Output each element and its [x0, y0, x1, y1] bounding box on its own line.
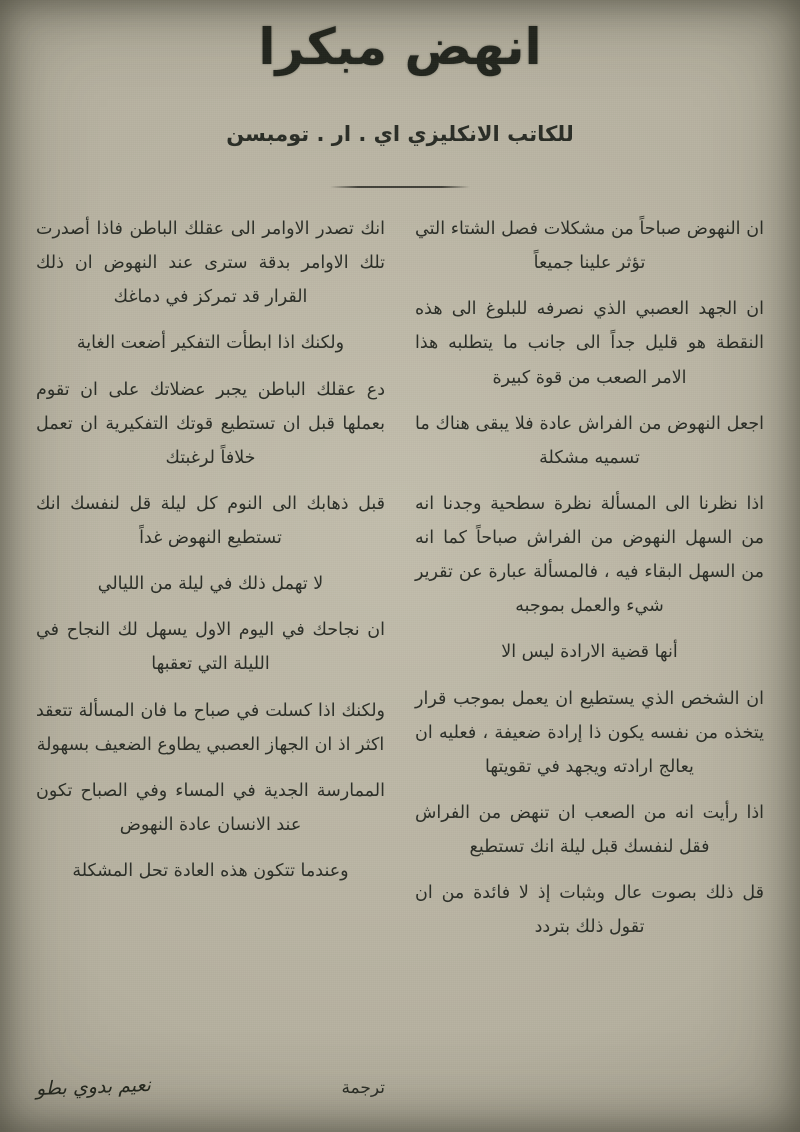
- translator-signature: نعيم بدوي بطو: [35, 1074, 152, 1100]
- translator-credit: [36, 1070, 385, 1098]
- page-title: انهض مبكرا: [258, 18, 542, 76]
- paragraph: انك تصدر الاوامر الى عقلك الباطن فاذا أصدرت تلك الاوامر بدقة سترى عند النهوض ان ذلك القرار قد تمركز في دماغك: [36, 219, 385, 308]
- title-divider: [330, 186, 470, 188]
- paragraph: اذا نظرنا الى المسألة نظرة سطحية وجدنا انه من السهل النهوض من الفراش صباحاً كما انه من السهل البقاء فيه ، فالمسألة عبارة عن تقرير شيء والعمل بموجبه: [415, 493, 764, 617]
- paragraph: ان النهوض صباحاً من مشكلات فصل الشتاء التي تؤثر علينا جميعاً: [415, 219, 764, 274]
- credit-label: ترجمة: [341, 1078, 385, 1098]
- column-left: [36, 212, 385, 1098]
- paragraph: اجعل النهوض من الفراش عادة فلا يبقى هناك ما تسميه مشكلة: [415, 413, 764, 468]
- paragraph: قل ذلك بصوت عال وبثبات إذ لا فائدة من ان تقول ذلك بتردد: [415, 883, 764, 938]
- author-byline: للكاتب الانكليزي اي . ار . تومبسن: [226, 122, 574, 146]
- paragraph: ان الشخص الذي يستطيع ان يعمل بموجب قرار يتخذه من نفسه يكون ذا إرادة ضعيفة ، فعليه ان يعالج ارادته ويجهد في تقويتها: [415, 688, 764, 777]
- paragraph: أنها قضية الارادة ليس الا: [501, 642, 678, 663]
- paragraph: ولكنك اذا كسلت في صباح ما فان المسألة تتعقد اكثر اذ ان الجهاز العصبي يطاوع الضعيف بسهولة: [36, 700, 385, 755]
- paragraph: اذا رأيت انه من الصعب ان تنهض من الفراش فقل لنفسك قبل ليلة انك تستطيع: [415, 802, 764, 857]
- paragraph: قبل ذهابك الى النوم كل ليلة قل لنفسك انك تستطيع النهوض غداً: [36, 493, 385, 548]
- paragraph: الممارسة الجدية في المساء وفي الصباح تكون عند الانسان عادة النهوض: [36, 780, 385, 835]
- paragraph: ان الجهد العصبي الذي نصرفه للبلوغ الى هذه النقطة هو قليل جداً الى جانب ما يتطلبه هذا الامر الصعب من قوة كبيرة: [415, 299, 764, 388]
- paragraph: وعندما تتكون هذه العادة تحل المشكلة: [72, 861, 349, 881]
- body-columns: [36, 212, 764, 1098]
- paragraph: ان نجاحك في اليوم الاول يسهل لك النجاح في الليلة التي تعقبها: [36, 620, 385, 675]
- column-right: [415, 212, 764, 1098]
- paragraph: لا تهمل ذلك في ليلة من الليالي: [97, 574, 324, 595]
- paragraph: دع عقلك الباطن يجبر عضلاتك على ان تقوم بعملها قبل ان تستطيع قوتك التفكيرية ان تعمل خلافاً لرغبتك: [36, 379, 385, 468]
- paragraph: ولكنك اذا ابطأت التفكير أضعت الغاية: [76, 333, 345, 354]
